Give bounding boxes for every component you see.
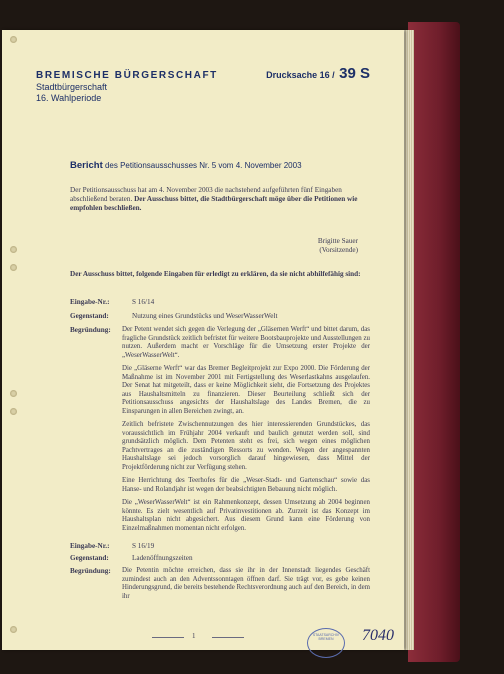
binder-cover: [408, 22, 460, 662]
petition-1-para-4: Eine Herrichtung des Teerhofes für die „Weser-Stadt- und Gartenschau“ sowie das Hanse- und Rolandjahr ist wegen der beabsichtigten Bebauung nicht möglich.: [122, 477, 370, 493]
archive-number: 7040: [362, 627, 394, 644]
petition-1-nr-row: [70, 298, 154, 306]
signer-name: Brigitte Sauer: [317, 237, 358, 245]
petition-2-nr: S 16/19: [132, 542, 155, 550]
period: 16. Wahlperiode: [36, 93, 102, 103]
petition-1-subject-row: [70, 312, 277, 320]
petition-1-para-5: Die „WeserWasserWelt“ ist ein Rahmenkonzept, dessen Umsetzung ab 2004 beginnen könnte. Es zielt wesentlich auf Privatinvestitionen ab. Zurzeit ist das Konzept im Haushaltsplan nicht abgesichert. Aus diesem Grund kann eine Förderung von Einzelmaßnahmen momentan nicht erfolgen.: [122, 499, 370, 532]
label-begruendung: Begründung:: [70, 567, 111, 575]
petition-1-reason-body: [122, 326, 370, 538]
archive-stamp: [307, 628, 345, 658]
stamp-text: STAATSARCHIV BREMEN: [312, 633, 340, 641]
petition-1-para-2: Die „Gläserne Werft“ war das Bremer Begleitprojekt zur Expo 2000. Die Förderung der Maßnahme ist im November 2001 mit Fertigstellung des Weserlastkahns ausgelaufen. Der Senat hat mitgeteilt, dass er keine Möglichkeit sieht, die Fortsetzung des Projektes aus Haushaltsmitteln zu finanzieren. Dieser Beurteilung schließt sich der Petitionsausschuss angesichts der Haushaltslage des Landes Bremen, die zu Einsparungen in allen Bereichen zwingt, an.: [122, 365, 370, 415]
signer-role: (Vorsitzende): [319, 246, 358, 254]
label-eingabe: Eingabe-Nr.:: [70, 298, 110, 306]
lead-paragraph: Der Ausschuss bittet, folgende Eingaben für erledigt zu erklären, da sie nicht abhilfefähig sind:: [70, 270, 361, 278]
petition-2-para-1: Die Petentin möchte erreichen, dass sie ihr in der Innenstadt liegendes Geschäft zumindest auch an den Adventssonntagen öffnen darf. Sie trägt vor, es gebe keinen Hinderungsgrund, die bereits bestehende Rechtsverordnung auch auf den Bereich, in dem ihr: [122, 567, 370, 600]
intro-text: Der Petitionsausschuss hat am 4. November 2003 die nachstehend aufgeführten fünf Eingaben abschließend beraten.: [70, 186, 342, 203]
petition-1-subject: Nutzung eines Grundstücks und WeserWasserWelt: [132, 312, 278, 320]
petition-2-reason-body: [122, 567, 370, 606]
drucksache: [266, 65, 370, 83]
label-gegenstand: Gegenstand:: [70, 312, 109, 320]
intro-bold: Der Ausschuss bittet, die Stadtbürgerschaft möge über die Petitionen wie empfohlen beschließen.: [70, 194, 358, 212]
petition-2-subject: Ladenöffnungszeiten: [132, 554, 193, 562]
footer-rule-right: [212, 637, 244, 638]
petition-2-subject-row: [70, 554, 193, 562]
org-sub: Stadtbürgerschaft: [36, 82, 108, 92]
label-begruendung: Begründung:: [70, 326, 111, 334]
report-title: [70, 160, 302, 171]
page-number: 1: [192, 632, 196, 640]
page-stack-edge: [404, 30, 414, 650]
petition-1-para-1: Der Petent wendet sich gegen die Verlegung der „Gläsernen Werft“ und bittet darum, das fragliche Grundstück zeitlich befristet für weitere Bootsbauprojekte und Ausstellungen zu nutzen. Außerdem macht er Vorschläge für die Umsetzung erster Projekte der „WeserWasserWelt“.: [122, 326, 370, 359]
petition-2-nr-row: [70, 542, 154, 550]
petition-1-para-3: Zeitlich befristete Zwischennutzungen des hier interessierenden Grundstückes, das voraussichtlich im Frühjahr 2004 verkauft und baulich genutzt werden soll, sind grundsätzlich möglich. Dem Petenten steht es frei, sich wegen eines möglichen Pachtvertrages an die zuständigen Ressorts zu wenden. Wegen der angespannten Haushaltslage sei jedoch vorsorglich darauf hingewiesen, dass Mittel der Projektförderung nicht zur Verfügung stehen.: [122, 421, 370, 471]
report-title-rest: des Petitionsausschusses Nr. 5 vom 4. November 2003: [104, 161, 302, 170]
drucksache-label: Drucksache 16 /: [266, 70, 335, 80]
org-name: BREMISCHE BÜRGERSCHAFT: [36, 70, 218, 81]
intro-paragraph: [70, 186, 370, 213]
document-page: [2, 30, 404, 650]
label-eingabe: Eingabe-Nr.:: [70, 542, 110, 550]
petition-1-nr: S 16/14: [132, 298, 155, 306]
label-gegenstand: Gegenstand:: [70, 554, 109, 562]
drucksache-number: 39 S: [339, 65, 370, 82]
footer-rule-left: [152, 637, 184, 638]
report-title-bold: Bericht: [70, 160, 103, 171]
